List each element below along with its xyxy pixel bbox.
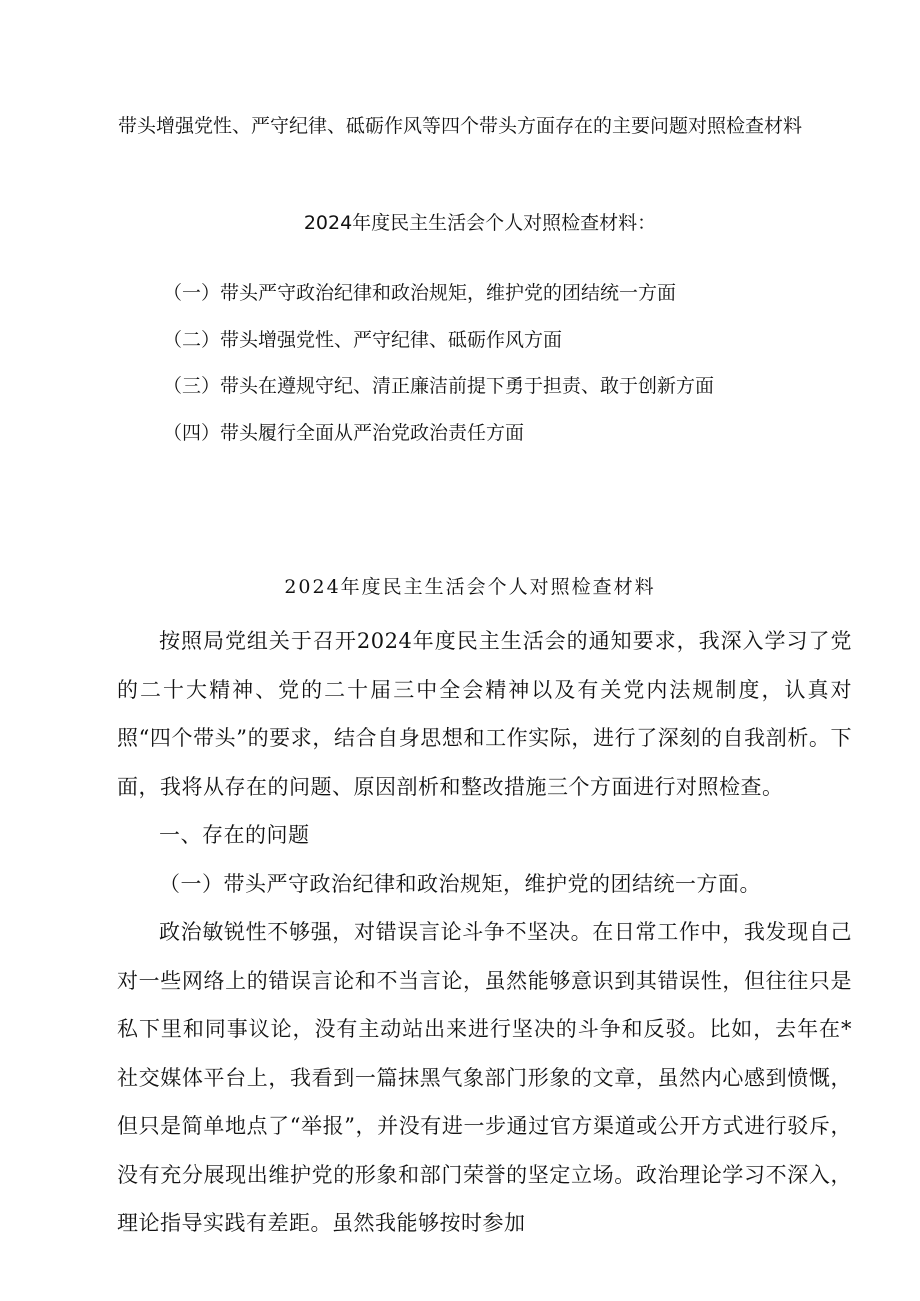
toc-item-4: （四）带头履行全面从严治党政治责任方面 bbox=[163, 421, 525, 444]
section-heading: 一、存在的问题 bbox=[159, 823, 310, 847]
intro-paragraph: 按照局党组关于召开2024年度民主生活会的通知要求，我深入学习了党的二十大精神、党的二十届三中全会精神以及有关党内法规制度，认真对照“四个带头”的要求，结合自身思想和工作实际，进行了深刻的自我剖析。下面，我将从存在的问题、原因剖析和整改措施三个方面进行对照检查。 bbox=[117, 629, 852, 799]
toc-item-3: （三）带头在遵规守纪、清正廉洁前提下勇于担责、敢于创新方面 bbox=[163, 375, 715, 397]
document-title: 2024年度民主生活会个人对照检查材料 bbox=[284, 576, 656, 598]
subtitle: 2024年度民主生活会个人对照检查材料： bbox=[303, 212, 657, 234]
subsection-heading: （一）带头严守政治纪律和政治规矩，维护党的团结统一方面。 bbox=[159, 871, 761, 896]
body-paragraph: 政治敏锐性不够强，对错误言论斗争不坚决。在日常工作中，我发现自己对一些网络上的错误言论和不当言论，虽然能够意识到其错误性，但往往只是私下里和同事议论，没有主动站出来进行坚决的斗争和反驳。比如，去年在*社交媒体平台上，我看到一篇抹黑气象部门形象的文章，虽然内心感到愤慨，但只是简单地点了“举报”，并没有进一步通过官方渠道或公开方式进行驳斥，没有充分展现出维护党的形象和部门荣誉的坚定立场。政治理论学习不深入，理论指导实践有差距。虽然我能够按时参加 bbox=[117, 920, 852, 1235]
toc-item-1: （一）带头严守政治纪律和政治规矩，维护党的团结统一方面 bbox=[163, 282, 677, 304]
table-of-contents bbox=[163, 270, 714, 456]
main-title: 带头增强党性、严守纪律、砥砺作风等四个带头方面存在的主要问题对照检查材料 bbox=[117, 115, 802, 137]
document-body bbox=[117, 617, 852, 1248]
toc-item-2: （二）带头增强党性、严守纪律、砥砺作风方面 bbox=[163, 328, 563, 351]
